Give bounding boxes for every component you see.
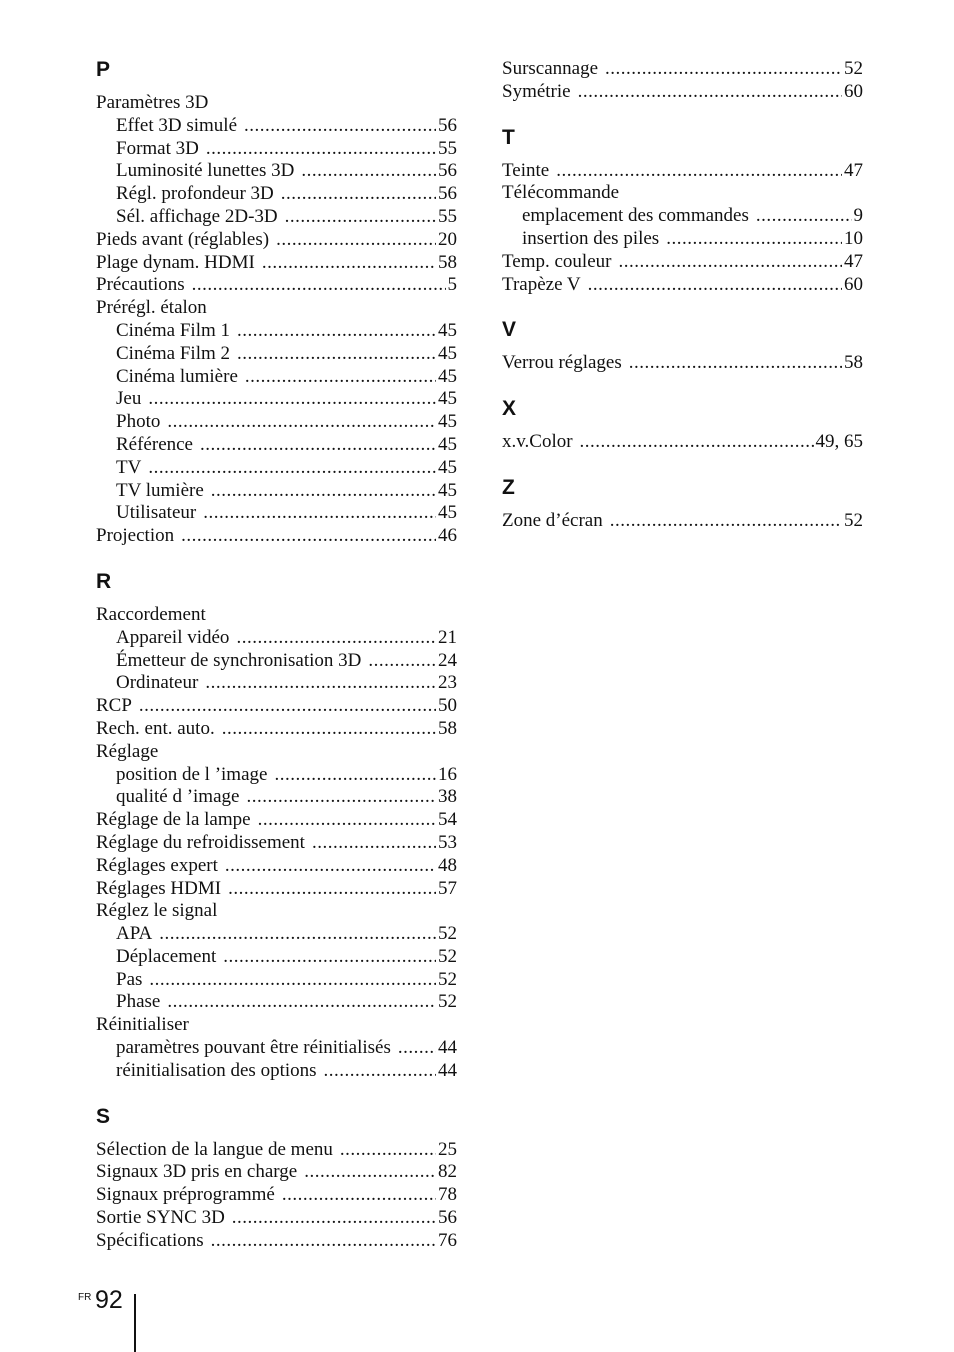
index-section bbox=[502, 476, 863, 533]
index-entry bbox=[502, 274, 863, 297]
entry-term: Sortie SYNC 3D bbox=[96, 1207, 225, 1229]
index-entry bbox=[96, 741, 457, 764]
dot-leader bbox=[245, 366, 436, 389]
index-section bbox=[502, 397, 863, 454]
entry-term: Format 3D bbox=[116, 137, 199, 159]
dot-leader bbox=[274, 764, 436, 787]
dot-leader bbox=[244, 115, 436, 138]
entry-term: Teinte bbox=[502, 159, 550, 181]
entry-term: Trapèze V bbox=[502, 273, 581, 295]
index-entry bbox=[96, 297, 457, 320]
dot-leader bbox=[629, 352, 842, 375]
entry-term: Cinéma Film 1 bbox=[116, 319, 230, 341]
index-subentry bbox=[96, 923, 457, 946]
section-letter: X bbox=[502, 397, 517, 421]
entry-term: Réglage de la lampe bbox=[96, 809, 251, 831]
entry-term: position de l ’image bbox=[116, 763, 268, 785]
index-entry bbox=[96, 695, 457, 718]
entry-term: Temp. couleur bbox=[502, 250, 612, 272]
index-subentry bbox=[96, 991, 457, 1014]
entry-term: Appareil vidéo bbox=[116, 626, 230, 648]
index-subentry bbox=[96, 764, 457, 787]
entry-term: TV lumière bbox=[116, 479, 204, 501]
index-subentry bbox=[96, 502, 457, 525]
index-entry bbox=[96, 718, 457, 741]
index-entry bbox=[96, 1230, 457, 1253]
index-subentry bbox=[96, 343, 457, 366]
dot-leader bbox=[149, 969, 436, 992]
index-subentry bbox=[96, 969, 457, 992]
entry-term: réinitialisation des options bbox=[116, 1059, 317, 1081]
index-subentry bbox=[96, 206, 457, 229]
entry-page-number: 78 bbox=[438, 1184, 457, 1206]
index-subentry bbox=[96, 320, 457, 343]
index-section bbox=[96, 570, 457, 1083]
entry-term: Jeu bbox=[116, 388, 142, 410]
entry-page-number: 45 bbox=[438, 365, 457, 387]
index-subentry bbox=[96, 366, 457, 389]
entry-page-number: 45 bbox=[438, 456, 457, 478]
entry-term: Réglage bbox=[96, 740, 159, 762]
entry-page-number: 52 bbox=[844, 509, 863, 531]
dot-leader bbox=[222, 718, 436, 741]
index-subentry bbox=[96, 434, 457, 457]
page-number: 92 bbox=[95, 1286, 123, 1314]
entry-term: Référence bbox=[116, 433, 193, 455]
dot-leader bbox=[301, 160, 436, 183]
entry-term: Raccordement bbox=[96, 603, 206, 625]
index-entry bbox=[96, 1161, 457, 1184]
index-entry bbox=[96, 1139, 457, 1162]
entry-term: Prérégl. étalon bbox=[96, 297, 207, 319]
entry-term: Signaux préprogrammé bbox=[96, 1184, 275, 1206]
dot-leader bbox=[580, 431, 814, 454]
entry-page-number: 21 bbox=[438, 626, 457, 648]
index-entry bbox=[502, 510, 863, 533]
dot-leader bbox=[312, 832, 436, 855]
entry-page-number: 55 bbox=[438, 205, 457, 227]
dot-leader bbox=[556, 160, 842, 183]
dot-leader bbox=[618, 251, 842, 274]
dot-leader bbox=[756, 205, 852, 228]
dot-leader bbox=[205, 672, 436, 695]
index-entry bbox=[96, 229, 457, 252]
dot-leader bbox=[159, 923, 436, 946]
section-letter: T bbox=[502, 125, 515, 149]
index-subentry bbox=[96, 650, 457, 673]
index-column-right bbox=[502, 58, 863, 555]
index-section bbox=[96, 1105, 457, 1253]
entry-page-number: 58 bbox=[438, 717, 457, 739]
index-entry bbox=[502, 81, 863, 104]
index-subentry bbox=[96, 160, 457, 183]
entry-term: Zone d’écran bbox=[502, 509, 603, 531]
entry-page-number: 24 bbox=[438, 649, 457, 671]
entry-page-number: 47 bbox=[844, 250, 863, 272]
index-section bbox=[502, 318, 863, 375]
dot-leader bbox=[666, 228, 842, 251]
index-subentry bbox=[96, 1060, 457, 1083]
entry-term: Émetteur de synchronisation 3D bbox=[116, 649, 362, 671]
index-subentry bbox=[96, 138, 457, 161]
entry-term: x.v.Color bbox=[502, 431, 573, 453]
section-letter: Z bbox=[502, 475, 515, 499]
dot-leader bbox=[276, 229, 436, 252]
dot-leader bbox=[167, 991, 436, 1014]
dot-leader bbox=[211, 1230, 436, 1253]
section-letter: R bbox=[96, 569, 112, 593]
entry-term: Cinéma lumière bbox=[116, 365, 238, 387]
entry-page-number: 76 bbox=[438, 1229, 457, 1251]
entry-term: Cinéma Film 2 bbox=[116, 342, 230, 364]
index-entry bbox=[502, 352, 863, 375]
entry-term: paramètres pouvant être réinitialisés bbox=[116, 1037, 391, 1059]
index-subentry bbox=[502, 228, 863, 251]
entry-page-number: 55 bbox=[438, 137, 457, 159]
entry-page-number: 54 bbox=[438, 809, 457, 831]
entry-page-number: 47 bbox=[844, 159, 863, 181]
dot-leader bbox=[610, 510, 842, 533]
index-subentry bbox=[96, 672, 457, 695]
index-entry bbox=[502, 431, 863, 454]
dot-leader bbox=[139, 695, 436, 718]
dot-leader bbox=[237, 320, 436, 343]
index-subentry bbox=[96, 411, 457, 434]
entry-page-number: 23 bbox=[438, 672, 457, 694]
dot-leader bbox=[167, 411, 436, 434]
index-column-left bbox=[96, 58, 457, 1275]
entry-term: qualité d ’image bbox=[116, 786, 240, 808]
dot-leader bbox=[200, 434, 436, 457]
entry-page-number: 50 bbox=[438, 695, 457, 717]
section-letter: S bbox=[96, 1104, 111, 1128]
dot-leader bbox=[211, 480, 436, 503]
dot-leader bbox=[281, 183, 436, 206]
entry-page-number: 45 bbox=[438, 502, 457, 524]
entry-term: RCP bbox=[96, 695, 132, 717]
entry-page-number: 9 bbox=[853, 205, 863, 227]
index-subentry bbox=[96, 388, 457, 411]
dot-leader bbox=[588, 274, 842, 297]
language-code: FR bbox=[78, 1292, 92, 1303]
dot-leader bbox=[282, 1184, 436, 1207]
index-entry bbox=[502, 58, 863, 81]
index-entry bbox=[96, 832, 457, 855]
dot-leader bbox=[203, 502, 436, 525]
entry-page-number: 52 bbox=[438, 945, 457, 967]
dot-leader bbox=[228, 878, 436, 901]
entry-term: Effet 3D simulé bbox=[116, 114, 238, 136]
dot-leader bbox=[148, 457, 436, 480]
entry-page-number: 38 bbox=[438, 786, 457, 808]
dot-leader bbox=[368, 650, 436, 673]
dot-leader bbox=[398, 1037, 436, 1060]
entry-page-number: 82 bbox=[438, 1161, 457, 1183]
entry-page-number: 60 bbox=[844, 273, 863, 295]
index-section bbox=[502, 58, 863, 104]
entry-term: Photo bbox=[116, 411, 161, 433]
entry-page-number: 49, 65 bbox=[815, 431, 863, 453]
index-subentry bbox=[96, 946, 457, 969]
index-subentry bbox=[502, 205, 863, 228]
entry-term: Déplacement bbox=[116, 945, 217, 967]
entry-term: Utilisateur bbox=[116, 502, 197, 524]
entry-term: Régl. profondeur 3D bbox=[116, 183, 274, 205]
entry-term: Spécifications bbox=[96, 1229, 204, 1251]
dot-leader bbox=[262, 252, 436, 275]
footer-divider bbox=[134, 1294, 136, 1352]
dot-leader bbox=[236, 627, 436, 650]
index-entry bbox=[96, 855, 457, 878]
entry-page-number: 52 bbox=[844, 58, 863, 79]
entry-page-number: 45 bbox=[438, 479, 457, 501]
dot-leader bbox=[223, 946, 436, 969]
index-subentry bbox=[96, 627, 457, 650]
entry-page-number: 58 bbox=[438, 251, 457, 273]
section-letter: P bbox=[96, 58, 111, 81]
entry-term: emplacement des commandes bbox=[522, 205, 749, 227]
entry-page-number: 44 bbox=[438, 1059, 457, 1081]
entry-term: Rech. ent. auto. bbox=[96, 717, 215, 739]
entry-term: insertion des piles bbox=[522, 227, 660, 249]
index-entry bbox=[502, 251, 863, 274]
index-subentry bbox=[96, 115, 457, 138]
entry-term: Réglage du refroidissement bbox=[96, 831, 305, 853]
entry-page-number: 45 bbox=[438, 388, 457, 410]
entry-term: Verrou réglages bbox=[502, 352, 622, 374]
entry-page-number: 53 bbox=[438, 831, 457, 853]
entry-page-number: 56 bbox=[438, 1207, 457, 1229]
entry-page-number: 48 bbox=[438, 854, 457, 876]
entry-term: APA bbox=[116, 923, 153, 945]
dot-leader bbox=[605, 58, 842, 81]
index-entry bbox=[96, 604, 457, 627]
index-entry bbox=[96, 809, 457, 832]
entry-term: Surscannage bbox=[502, 58, 599, 79]
entry-page-number: 45 bbox=[438, 411, 457, 433]
index-subentry bbox=[96, 480, 457, 503]
entry-page-number: 56 bbox=[438, 114, 457, 136]
entry-page-number: 45 bbox=[438, 319, 457, 341]
entry-page-number: 16 bbox=[438, 763, 457, 785]
entry-page-number: 20 bbox=[438, 228, 457, 250]
dot-leader bbox=[285, 206, 436, 229]
index-subentry bbox=[96, 786, 457, 809]
entry-page-number: 52 bbox=[438, 991, 457, 1013]
entry-page-number: 56 bbox=[438, 183, 457, 205]
entry-term: TV bbox=[116, 456, 142, 478]
dot-leader bbox=[324, 1060, 436, 1083]
index-entry bbox=[96, 1207, 457, 1230]
entry-term: Symétrie bbox=[502, 80, 571, 102]
entry-term: Paramètres 3D bbox=[96, 92, 209, 113]
entry-page-number: 52 bbox=[438, 923, 457, 945]
index-subentry bbox=[96, 1037, 457, 1060]
entry-page-number: 56 bbox=[438, 160, 457, 182]
index-entry bbox=[502, 182, 863, 205]
index-entry bbox=[96, 1014, 457, 1037]
dot-leader bbox=[225, 855, 436, 878]
section-letter: V bbox=[502, 318, 517, 342]
entry-page-number: 45 bbox=[438, 433, 457, 455]
entry-term: Plage dynam. HDMI bbox=[96, 251, 255, 273]
dot-leader bbox=[340, 1139, 436, 1162]
dot-leader bbox=[237, 343, 436, 366]
index-entry bbox=[96, 274, 457, 297]
dot-leader bbox=[304, 1161, 436, 1184]
dot-leader bbox=[246, 786, 436, 809]
index-entry bbox=[96, 252, 457, 275]
entry-term: Réglages expert bbox=[96, 854, 218, 876]
entry-term: Réglez le signal bbox=[96, 900, 218, 922]
dot-leader bbox=[181, 525, 436, 548]
entry-term: Ordinateur bbox=[116, 672, 199, 694]
index-entry bbox=[96, 525, 457, 548]
entry-page-number: 45 bbox=[438, 342, 457, 364]
entry-term: Phase bbox=[116, 991, 161, 1013]
entry-page-number: 10 bbox=[844, 227, 863, 249]
dot-leader bbox=[192, 274, 446, 297]
entry-page-number: 52 bbox=[438, 968, 457, 990]
index-entry bbox=[96, 878, 457, 901]
entry-page-number: 60 bbox=[844, 80, 863, 102]
dot-leader bbox=[206, 138, 436, 161]
entry-term: Signaux 3D pris en charge bbox=[96, 1161, 298, 1183]
index-entry bbox=[96, 1184, 457, 1207]
entry-term: Sélection de la langue de menu bbox=[96, 1138, 333, 1160]
index-subentry bbox=[96, 457, 457, 480]
index-entry bbox=[502, 160, 863, 183]
entry-term: Sél. affichage 2D-3D bbox=[116, 205, 278, 227]
entry-term: Projection bbox=[96, 525, 175, 547]
dot-leader bbox=[148, 388, 436, 411]
entry-term: Pas bbox=[116, 968, 143, 990]
index-section bbox=[96, 58, 457, 548]
dot-leader bbox=[232, 1207, 436, 1230]
index-section bbox=[502, 126, 863, 297]
index-subentry bbox=[96, 183, 457, 206]
entry-page-number: 57 bbox=[438, 877, 457, 899]
entry-page-number: 5 bbox=[447, 274, 457, 296]
entry-page-number: 46 bbox=[438, 525, 457, 547]
index-entry bbox=[96, 900, 457, 923]
entry-term: Réinitialiser bbox=[96, 1014, 189, 1036]
entry-term: Précautions bbox=[96, 274, 185, 296]
entry-page-number: 44 bbox=[438, 1037, 457, 1059]
index-entry bbox=[96, 92, 457, 115]
entry-term: Télécommande bbox=[502, 182, 620, 204]
entry-page-number: 25 bbox=[438, 1138, 457, 1160]
entry-term: Luminosité lunettes 3D bbox=[116, 160, 295, 182]
entry-term: Réglages HDMI bbox=[96, 877, 222, 899]
entry-term: Pieds avant (réglables) bbox=[96, 228, 270, 250]
entry-page-number: 58 bbox=[844, 352, 863, 374]
dot-leader bbox=[258, 809, 436, 832]
dot-leader bbox=[578, 81, 842, 104]
